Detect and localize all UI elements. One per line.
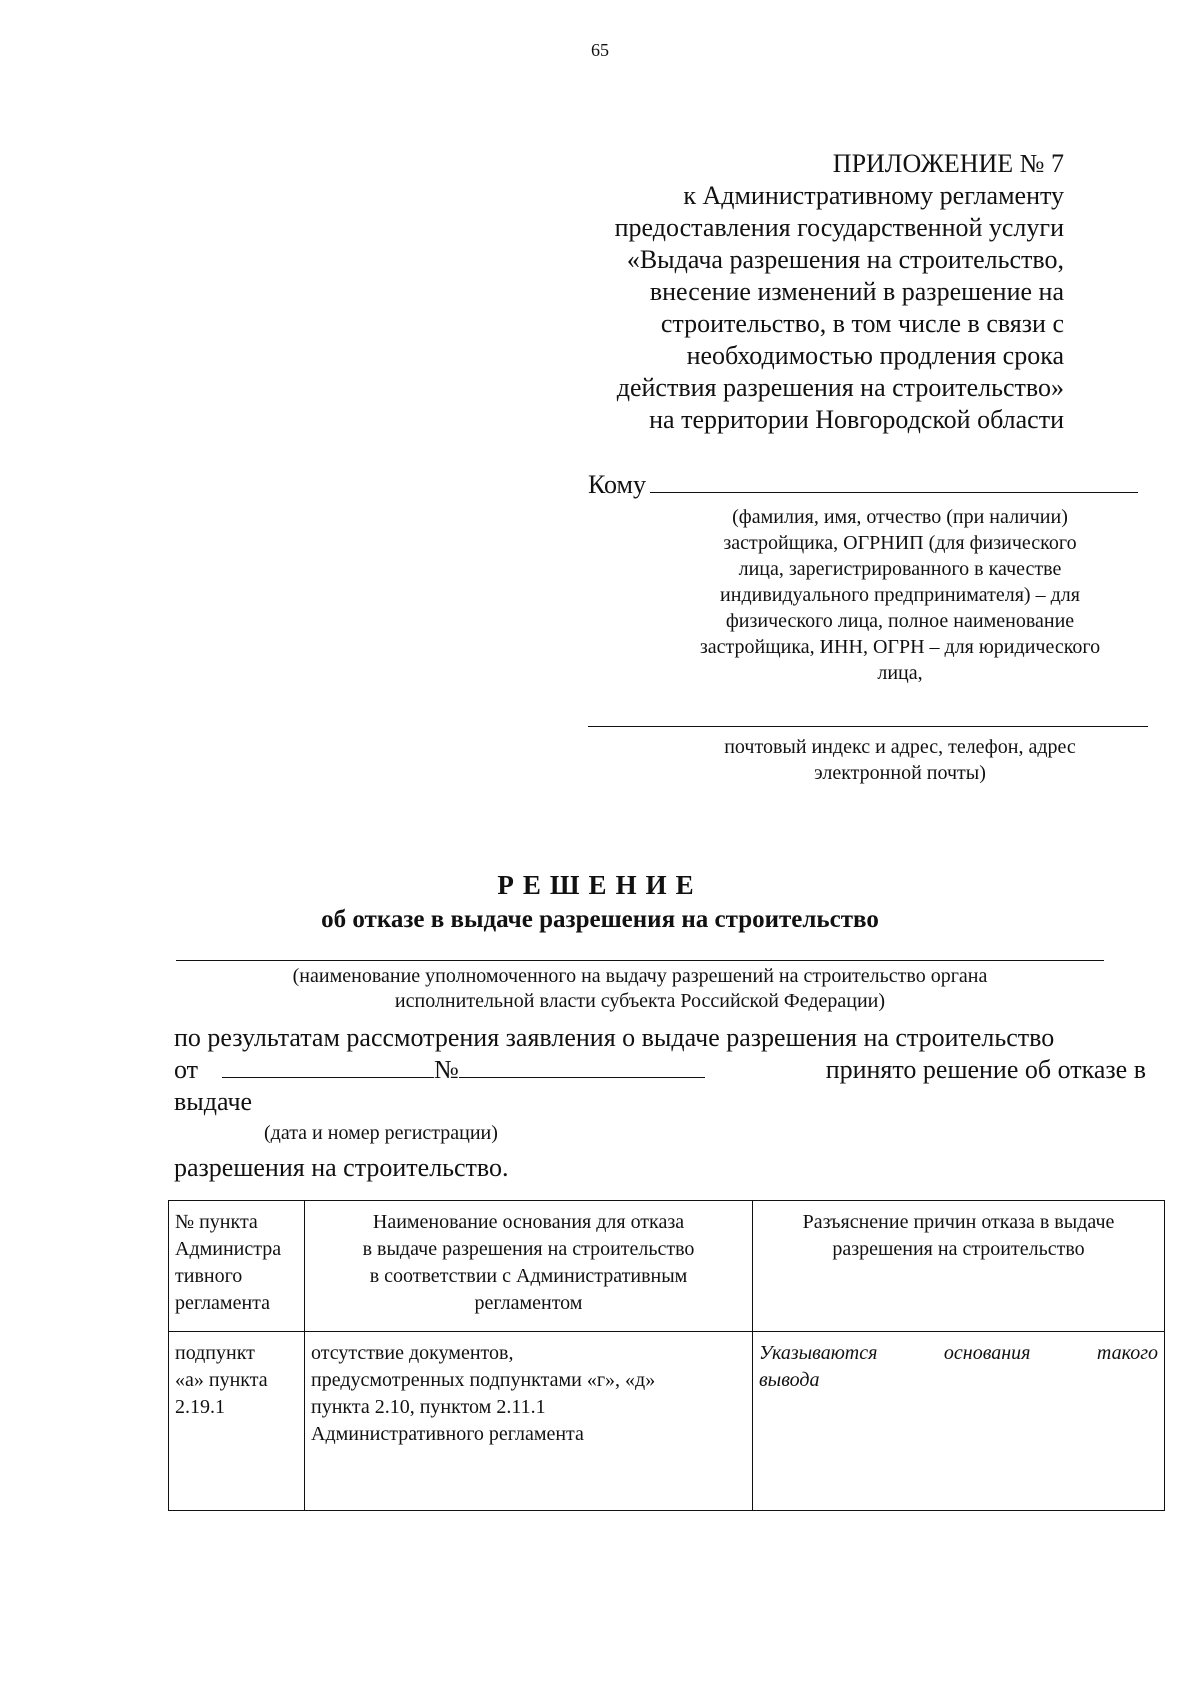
header-line: Разъяснение причин отказа в выдаче xyxy=(802,1211,1115,1233)
cell-line: подпункт xyxy=(175,1342,255,1364)
header-line: № пункта xyxy=(175,1211,258,1233)
refusal-reasons-table xyxy=(168,1200,1165,1511)
header-line: Администра xyxy=(175,1238,282,1260)
cell-line: 2.19.1 xyxy=(175,1396,225,1418)
appendix-line: на территории Новгородской области xyxy=(649,405,1064,434)
header-line: тивного xyxy=(175,1265,243,1287)
date-blank-line xyxy=(222,1055,434,1078)
body-line-2 xyxy=(174,1054,1146,1086)
table-header-row xyxy=(169,1201,1165,1332)
hint-line: (наименование уполномоченного на выдачу разрешений на строительство органа xyxy=(292,965,988,987)
header-line: регламентом xyxy=(474,1292,583,1314)
cell-line: Административного регламента xyxy=(311,1423,584,1445)
appendix-line: внесение изменений в разрешение на xyxy=(649,277,1064,306)
cell-line: «а» пункта xyxy=(175,1369,268,1391)
appendix-line: строительство, в том числе в связи с xyxy=(660,309,1064,338)
recipient-row xyxy=(588,470,1138,500)
hint-line: индивидуального предпринимателя) – для xyxy=(720,584,1080,606)
from-label: от xyxy=(174,1055,199,1084)
number-label: № xyxy=(434,1055,459,1084)
hint-line: застройщика, ОГРНИП (для физического xyxy=(723,532,1077,554)
address-hint xyxy=(650,734,1150,786)
date-field xyxy=(174,1054,705,1086)
appendix-line: действия разрешения на строительство» xyxy=(616,373,1064,402)
cell-word: Указываются xyxy=(759,1342,878,1364)
number-blank-line xyxy=(459,1055,705,1078)
body-line-4: разрешения на строительство. xyxy=(174,1153,509,1182)
appendix-line: ПРИЛОЖЕНИЕ № 7 xyxy=(832,149,1064,178)
body-line-1: по результатам рассмотрения заявления о выдаче разрешения на строительство xyxy=(174,1023,1055,1052)
cell-refusal-ground xyxy=(305,1332,753,1511)
hint-line: почтовый индекс и адрес, телефон, адрес xyxy=(724,736,1076,758)
recipient-blank-line xyxy=(650,470,1138,493)
cell-refusal-explanation xyxy=(753,1332,1165,1511)
appendix-line: необходимостью продления срока xyxy=(686,341,1064,370)
appendix-line: «Выдача разрешения на строительство, xyxy=(626,245,1064,274)
appendix-line: предоставления государственной услуги xyxy=(614,213,1064,242)
appendix-header xyxy=(504,148,1064,436)
header-regulation-clause xyxy=(169,1201,305,1332)
address-blank-line xyxy=(588,726,1148,727)
recipient-hint xyxy=(650,504,1150,686)
document-subtitle: об отказе в выдаче разрешения на строительство xyxy=(321,906,879,933)
header-refusal-ground xyxy=(305,1201,753,1332)
header-refusal-explanation xyxy=(753,1201,1165,1332)
cell-line: предусмотренных подпунктами «г», «д» xyxy=(311,1369,656,1391)
recipient-label: Кому xyxy=(588,470,647,499)
cell-regulation-clause xyxy=(169,1332,305,1511)
cell-line: пункта 2.10, пунктом 2.11.1 xyxy=(311,1396,546,1418)
registration-hint: (дата и номер регистрации) xyxy=(264,1122,498,1144)
cell-word: такого xyxy=(1096,1342,1158,1364)
hint-line: исполнительной власти субъекта Российской Федерации) xyxy=(394,990,886,1012)
body-line-3: выдаче xyxy=(174,1087,253,1116)
hint-line: застройщика, ИНН, ОГРН – для юридического xyxy=(699,636,1101,658)
cell-line: вывода xyxy=(759,1369,820,1391)
table-row xyxy=(169,1332,1165,1511)
header-line: в соответствии с Административным xyxy=(369,1265,688,1287)
body-line-2-rest: принято решение об отказе в xyxy=(825,1055,1146,1084)
hint-line: электронной почты) xyxy=(814,762,986,784)
header-line: Наименование основания для отказа xyxy=(372,1211,685,1233)
organization-hint xyxy=(176,964,1104,1014)
hint-line: физического лица, полное наименование xyxy=(725,610,1075,632)
header-line: в выдаче разрешения на строительство xyxy=(362,1238,695,1260)
header-line: разрешения на строительство xyxy=(832,1238,1085,1260)
cell-word: основания xyxy=(943,1342,1031,1364)
organization-blank-line xyxy=(176,960,1104,961)
hint-line: лица, xyxy=(877,662,923,684)
appendix-line: к Административному регламенту xyxy=(683,181,1064,210)
document-title: РЕШЕНИЕ xyxy=(497,870,703,900)
hint-line: лица, зарегистрированного в качестве xyxy=(738,558,1062,580)
page-number: 65 xyxy=(591,40,609,60)
header-line: регламента xyxy=(175,1292,271,1314)
cell-line xyxy=(759,1340,1158,1367)
cell-line: отсутствие документов, xyxy=(311,1342,514,1364)
hint-line: (фамилия, имя, отчество (при наличии) xyxy=(732,506,1068,528)
